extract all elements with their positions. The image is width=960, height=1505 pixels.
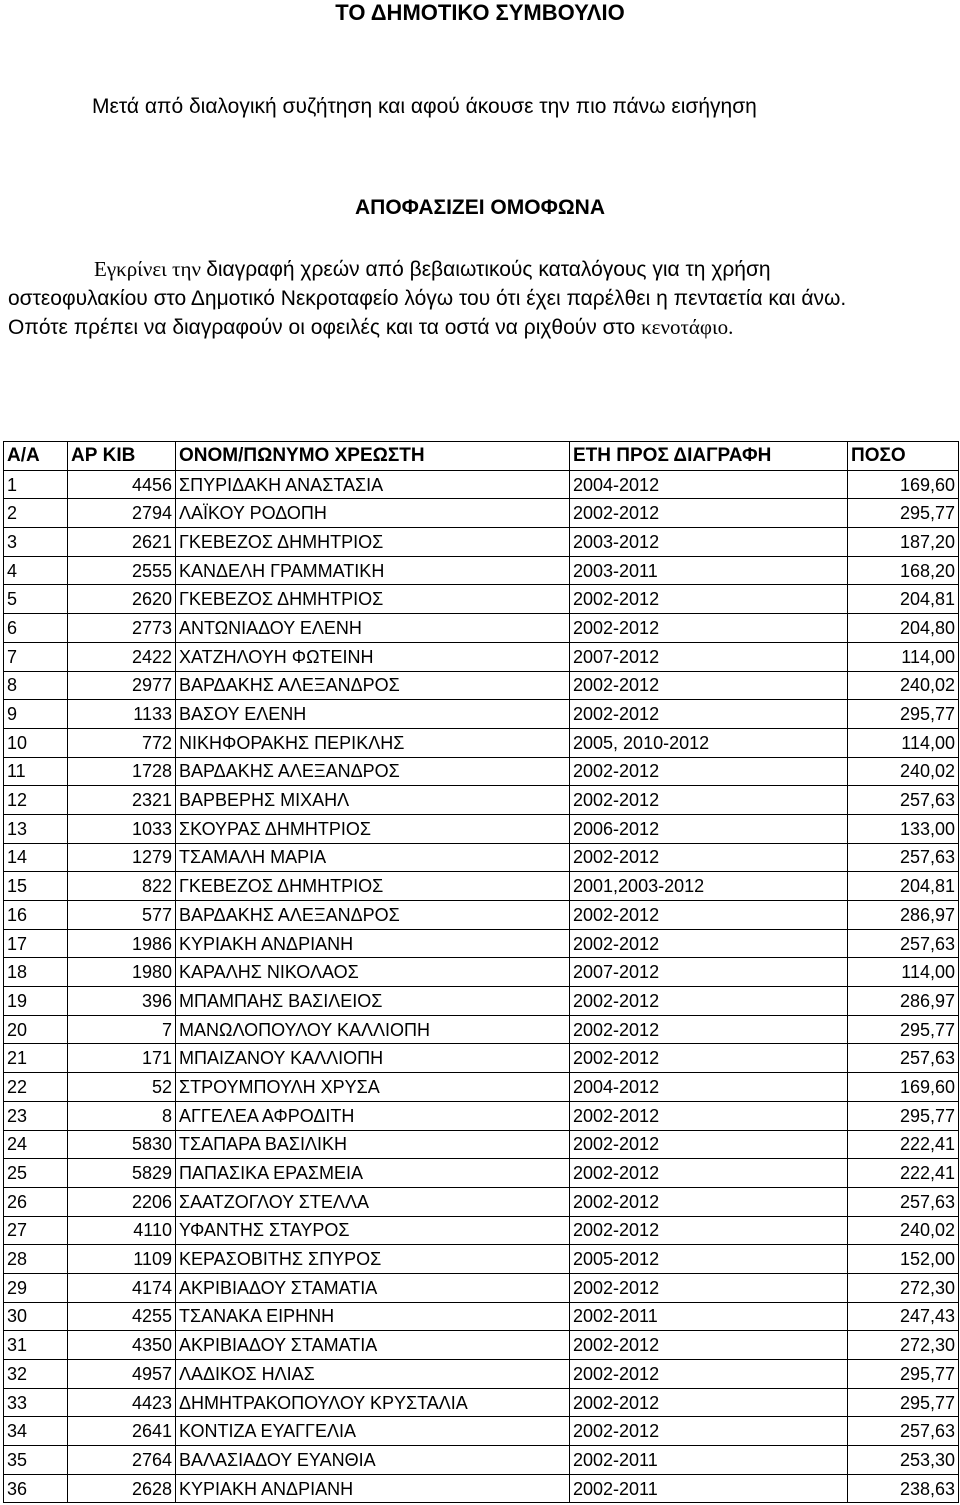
amount-cell: 295,77	[848, 700, 959, 729]
years-cell: 2002-2012	[570, 1101, 848, 1130]
years-cell: 2002-2012	[570, 700, 848, 729]
box-number-cell: 4423	[68, 1388, 176, 1417]
years-cell: 2002-2012	[570, 1388, 848, 1417]
debtor-name-cell: ΣΤΡΟΥΜΠΟΥΛΗ ΧΡΥΣΑ	[176, 1073, 570, 1102]
amount-cell: 257,63	[848, 1417, 959, 1446]
box-number-cell: 4350	[68, 1331, 176, 1360]
debtor-name-cell: ΤΣΑΜΑΛΗ ΜΑΡΙΑ	[176, 843, 570, 872]
table-row	[4, 1015, 959, 1044]
table-row	[4, 1130, 959, 1159]
row-index-cell: 31	[4, 1331, 68, 1360]
box-number-cell: 4174	[68, 1273, 176, 1302]
debtor-name-cell: ΥΦΑΝΤΗΣ ΣΤΑΥΡΟΣ	[176, 1216, 570, 1245]
row-index-cell: 4	[4, 556, 68, 585]
debtor-name-cell: ΒΑΛΑΣΙΑΔΟΥ ΕΥΑΝΘΙΑ	[176, 1446, 570, 1475]
box-number-cell: 2621	[68, 528, 176, 557]
years-cell: 2002-2012	[570, 671, 848, 700]
box-number-cell: 7	[68, 1015, 176, 1044]
table-row	[4, 1245, 959, 1274]
debtor-name-cell: ΒΑΡΔΑΚΗΣ ΑΛΕΞΑΝΔΡΟΣ	[176, 671, 570, 700]
row-index-cell: 18	[4, 958, 68, 987]
table-row	[4, 642, 959, 671]
decision-heading: ΑΠΟΦΑΣΙΖΕΙ ΟΜΟΦΩΝΑ	[354, 196, 605, 219]
box-number-cell: 1133	[68, 700, 176, 729]
years-cell: 2002-2012	[570, 585, 848, 614]
debtor-name-cell: ΚΑΝΔΕΛΗ ΓΡΑΜΜΑΤΙΚΗ	[176, 556, 570, 585]
debtor-name-cell: ΜΠΑΙΖΑΝΟΥ ΚΑΛΛΙΟΠΗ	[176, 1044, 570, 1073]
debtor-name-cell: ΓΚΕΒΕΖΟΣ ΔΗΜΗΤΡΙΟΣ	[176, 872, 570, 901]
amount-cell: 169,60	[848, 470, 959, 499]
debtor-name-cell: ΒΑΡΔΑΚΗΣ ΑΛΕΞΑΝΔΡΟΣ	[176, 901, 570, 930]
row-index-cell: 35	[4, 1446, 68, 1475]
debtor-name-cell: ΑΝΤΩΝΙΑΔΟΥ ΕΛΕΝΗ	[176, 614, 570, 643]
years-cell: 2005, 2010-2012	[570, 728, 848, 757]
table-header-row	[4, 442, 959, 471]
years-cell: 2002-2012	[570, 786, 848, 815]
debtor-name-cell: ΛΑΪΚΟΥ ΡΟΔΟΠΗ	[176, 499, 570, 528]
row-index-cell: 23	[4, 1101, 68, 1130]
row-index-cell: 22	[4, 1073, 68, 1102]
row-index-cell: 15	[4, 872, 68, 901]
row-index-cell: 24	[4, 1130, 68, 1159]
years-cell: 2004-2012	[570, 1073, 848, 1102]
box-number-cell: 4957	[68, 1360, 176, 1389]
years-cell: 2002-2012	[570, 1331, 848, 1360]
debtor-name-cell: ΚΕΡΑΣΟΒΙΤΗΣ ΣΠΥΡΟΣ	[176, 1245, 570, 1274]
box-number-cell: 5829	[68, 1159, 176, 1188]
box-number-cell: 2764	[68, 1446, 176, 1475]
debtor-name-cell: ΤΣΑΠΑΡΑ ΒΑΣΙΛΙΚΗ	[176, 1130, 570, 1159]
years-cell: 2002-2012	[570, 1360, 848, 1389]
debtor-name-cell: ΔΗΜΗΤΡΑΚΟΠΟΥΛΟΥ ΚΡΥΣΤΑΛΙΑ	[176, 1388, 570, 1417]
table-row	[4, 1446, 959, 1475]
row-index-cell: 34	[4, 1417, 68, 1446]
row-index-cell: 17	[4, 929, 68, 958]
years-cell: 2002-2012	[570, 499, 848, 528]
table-row	[4, 872, 959, 901]
amount-cell: 187,20	[848, 528, 959, 557]
council-title: ΤΟ ΔΗΜΟΤΙΚΟ ΣΥΜΒΟΥΛΙΟ	[335, 0, 625, 25]
row-index-cell: 13	[4, 814, 68, 843]
debtor-name-cell: ΣΠΥΡΙΔΑΚΗ ΑΝΑΣΤΑΣΙΑ	[176, 470, 570, 499]
intro-text: Μετά από διαλογική συζήτηση και αφού άκουσε την πιο πάνω εισήγηση	[92, 95, 757, 118]
years-cell: 2003-2011	[570, 556, 848, 585]
debtor-name-cell: ΑΚΡΙΒΙΑΔΟΥ ΣΤΑΜΑΤΙΑ	[176, 1273, 570, 1302]
years-cell: 2002-2012	[570, 1273, 848, 1302]
debtor-name-cell: ΒΑΡΔΑΚΗΣ ΑΛΕΞΑΝΔΡΟΣ	[176, 757, 570, 786]
box-number-cell: 2555	[68, 556, 176, 585]
table-row	[4, 901, 959, 930]
debtor-name-cell: ΤΣΑΝΑΚΑ ΕΙΡΗΝΗ	[176, 1302, 570, 1331]
years-cell: 2002-2012	[570, 987, 848, 1016]
years-cell: 2002-2011	[570, 1302, 848, 1331]
years-cell: 2002-2011	[570, 1446, 848, 1475]
table-row	[4, 1474, 959, 1503]
row-index-cell: 27	[4, 1216, 68, 1245]
body-line-3-main: Οπότε πρέπει να διαγραφούν οι οφειλές και τα οστά να ριχθούν στο	[8, 316, 642, 339]
debtor-name-cell: ΝΙΚΗΦΟΡΑΚΗΣ ΠΕΡΙΚΛΗΣ	[176, 728, 570, 757]
table-row	[4, 757, 959, 786]
amount-cell: 257,63	[848, 1187, 959, 1216]
debt-table	[3, 441, 959, 1503]
amount-cell: 222,41	[848, 1159, 959, 1188]
amount-cell: 295,77	[848, 1015, 959, 1044]
table-row	[4, 1101, 959, 1130]
debtor-name-cell: ΚΑΡΑΛΗΣ ΝΙΚΟΛΑΟΣ	[176, 958, 570, 987]
table-row	[4, 1044, 959, 1073]
debtor-name-cell: ΣΚΟΥΡΑΣ ΔΗΜΗΤΡΙΟΣ	[176, 814, 570, 843]
amount-cell: 114,00	[848, 642, 959, 671]
body-line-1-rest: διαγραφή χρεών από βεβαιωτικούς καταλόγους για τη χρήση	[206, 258, 771, 281]
years-cell: 2003-2012	[570, 528, 848, 557]
box-number-cell: 4456	[68, 470, 176, 499]
amount-cell: 295,77	[848, 1360, 959, 1389]
table-row	[4, 1073, 959, 1102]
row-index-cell: 5	[4, 585, 68, 614]
table-row	[4, 728, 959, 757]
table-row	[4, 1216, 959, 1245]
table-row	[4, 499, 959, 528]
amount-cell: 114,00	[848, 728, 959, 757]
amount-cell: 238,63	[848, 1474, 959, 1503]
box-number-cell: 1986	[68, 929, 176, 958]
row-index-cell: 32	[4, 1360, 68, 1389]
box-number-cell: 171	[68, 1044, 176, 1073]
debtor-name-cell: ΧΑΤΖΗΛΟΥΗ ΦΩΤΕΙΝΗ	[176, 642, 570, 671]
header-amount: ΠΟΣΟ	[848, 442, 959, 471]
row-index-cell: 26	[4, 1187, 68, 1216]
years-cell: 2001,2003-2012	[570, 872, 848, 901]
row-index-cell: 29	[4, 1273, 68, 1302]
amount-cell: 295,77	[848, 499, 959, 528]
years-cell: 2002-2012	[570, 614, 848, 643]
box-number-cell: 2620	[68, 585, 176, 614]
years-cell: 2002-2012	[570, 1417, 848, 1446]
row-index-cell: 21	[4, 1044, 68, 1073]
row-index-cell: 10	[4, 728, 68, 757]
amount-cell: 240,02	[848, 1216, 959, 1245]
amount-cell: 168,20	[848, 556, 959, 585]
amount-cell: 204,81	[848, 872, 959, 901]
debtor-name-cell: ΒΑΡΒΕΡΗΣ ΜΙΧΑΗΛ	[176, 786, 570, 815]
row-index-cell: 3	[4, 528, 68, 557]
table-row	[4, 1159, 959, 1188]
amount-cell: 240,02	[848, 757, 959, 786]
years-cell: 2002-2012	[570, 929, 848, 958]
amount-cell: 253,30	[848, 1446, 959, 1475]
amount-cell: 257,63	[848, 1044, 959, 1073]
box-number-cell: 2794	[68, 499, 176, 528]
table-body	[4, 470, 959, 1503]
box-number-cell: 1279	[68, 843, 176, 872]
table-row	[4, 470, 959, 499]
amount-cell: 257,63	[848, 786, 959, 815]
table-row	[4, 786, 959, 815]
table-row	[4, 1187, 959, 1216]
row-index-cell: 6	[4, 614, 68, 643]
amount-cell: 286,97	[848, 901, 959, 930]
box-number-cell: 2628	[68, 1474, 176, 1503]
box-number-cell: 5830	[68, 1130, 176, 1159]
debtor-name-cell: ΓΚΕΒΕΖΟΣ ΔΗΜΗΤΡΙΟΣ	[176, 585, 570, 614]
amount-cell: 114,00	[848, 958, 959, 987]
table-row	[4, 528, 959, 557]
table-row	[4, 671, 959, 700]
row-index-cell: 2	[4, 499, 68, 528]
amount-cell: 257,63	[848, 843, 959, 872]
amount-cell: 272,30	[848, 1273, 959, 1302]
decision-body	[8, 255, 948, 342]
row-index-cell: 8	[4, 671, 68, 700]
years-cell: 2006-2012	[570, 814, 848, 843]
row-index-cell: 7	[4, 642, 68, 671]
years-cell: 2002-2011	[570, 1474, 848, 1503]
debtor-name-cell: ΜΠΑΜΠΑΗΣ ΒΑΣΙΛΕΙΟΣ	[176, 987, 570, 1016]
table-row	[4, 929, 959, 958]
header-years: ΕΤΗ ΠΡΟΣ ΔΙΑΓΡΑΦΗ	[570, 442, 848, 471]
debtor-name-cell: ΣΑΑΤΖΟΓΛΟΥ ΣΤΕΛΛΑ	[176, 1187, 570, 1216]
years-cell: 2004-2012	[570, 470, 848, 499]
debtor-name-cell: ΓΚΕΒΕΖΟΣ ΔΗΜΗΤΡΙΟΣ	[176, 528, 570, 557]
box-number-cell: 2773	[68, 614, 176, 643]
amount-cell: 257,63	[848, 929, 959, 958]
table-row	[4, 614, 959, 643]
body-line-1-serif: Εγκρίνει την	[94, 257, 207, 281]
box-number-cell: 2206	[68, 1187, 176, 1216]
table-row	[4, 1388, 959, 1417]
debtor-name-cell: ΚΥΡΙΑΚΗ ΑΝΔΡΙΑΝΗ	[176, 1474, 570, 1503]
row-index-cell: 16	[4, 901, 68, 930]
box-number-cell: 2977	[68, 671, 176, 700]
box-number-cell: 1980	[68, 958, 176, 987]
amount-cell: 240,02	[848, 671, 959, 700]
header-debtor-name: ΟΝΟΜ/ΠΩΝΥΜΟ ΧΡΕΩΣΤΗ	[176, 442, 570, 471]
row-index-cell: 36	[4, 1474, 68, 1503]
debtor-name-cell: ΑΚΡΙΒΙΑΔΟΥ ΣΤΑΜΑΤΙΑ	[176, 1331, 570, 1360]
table-row	[4, 987, 959, 1016]
row-index-cell: 20	[4, 1015, 68, 1044]
years-cell: 2002-2012	[570, 1130, 848, 1159]
years-cell: 2007-2012	[570, 642, 848, 671]
box-number-cell: 1728	[68, 757, 176, 786]
table-row	[4, 1302, 959, 1331]
box-number-cell: 2641	[68, 1417, 176, 1446]
row-index-cell: 11	[4, 757, 68, 786]
amount-cell: 272,30	[848, 1331, 959, 1360]
header-aa: Α/Α	[4, 442, 68, 471]
debtor-name-cell: ΜΑΝΩΛΟΠΟΥΛΟΥ ΚΑΛΛΙΟΠΗ	[176, 1015, 570, 1044]
box-number-cell: 1109	[68, 1245, 176, 1274]
debtor-name-cell: ΚΥΡΙΑΚΗ ΑΝΔΡΙΑΝΗ	[176, 929, 570, 958]
years-cell: 2002-2012	[570, 901, 848, 930]
amount-cell: 247,43	[848, 1302, 959, 1331]
amount-cell: 295,77	[848, 1101, 959, 1130]
amount-cell: 286,97	[848, 987, 959, 1016]
table-row	[4, 700, 959, 729]
debtor-name-cell: ΠΑΠΑΣΙΚΑ ΕΡΑΣΜΕΙΑ	[176, 1159, 570, 1188]
table-row	[4, 556, 959, 585]
amount-cell: 204,81	[848, 585, 959, 614]
body-line-3	[8, 313, 948, 342]
table-row	[4, 1273, 959, 1302]
box-number-cell: 822	[68, 872, 176, 901]
table-row	[4, 814, 959, 843]
header-box-number: ΑΡ ΚΙΒ	[68, 442, 176, 471]
table-row	[4, 1331, 959, 1360]
row-index-cell: 1	[4, 470, 68, 499]
body-line-1	[8, 255, 948, 284]
table-row	[4, 1360, 959, 1389]
years-cell: 2002-2012	[570, 1044, 848, 1073]
box-number-cell: 2422	[68, 642, 176, 671]
amount-cell: 169,60	[848, 1073, 959, 1102]
years-cell: 2002-2012	[570, 843, 848, 872]
debtor-name-cell: ΑΓΓΕΛΕΑ ΑΦΡΟΔΙΤΗ	[176, 1101, 570, 1130]
body-line-3-serif: κενοτάφιο.	[641, 315, 734, 339]
table-row	[4, 843, 959, 872]
amount-cell: 204,80	[848, 614, 959, 643]
table-row	[4, 1417, 959, 1446]
table-row	[4, 585, 959, 614]
box-number-cell: 772	[68, 728, 176, 757]
debtor-name-cell: ΒΑΣΟΥ ΕΛΕΝΗ	[176, 700, 570, 729]
row-index-cell: 9	[4, 700, 68, 729]
table-row	[4, 958, 959, 987]
debtor-name-cell: ΛΑΔΙΚΟΣ ΗΛΙΑΣ	[176, 1360, 570, 1389]
years-cell: 2002-2012	[570, 1216, 848, 1245]
amount-cell: 133,00	[848, 814, 959, 843]
box-number-cell: 396	[68, 987, 176, 1016]
row-index-cell: 19	[4, 987, 68, 1016]
box-number-cell: 577	[68, 901, 176, 930]
box-number-cell: 8	[68, 1101, 176, 1130]
row-index-cell: 30	[4, 1302, 68, 1331]
box-number-cell: 52	[68, 1073, 176, 1102]
years-cell: 2002-2012	[570, 1159, 848, 1188]
years-cell: 2007-2012	[570, 958, 848, 987]
amount-cell: 152,00	[848, 1245, 959, 1274]
box-number-cell: 4255	[68, 1302, 176, 1331]
debtor-name-cell: ΚΟΝΤΙΖΑ ΕΥΑΓΓΕΛΙΑ	[176, 1417, 570, 1446]
box-number-cell: 1033	[68, 814, 176, 843]
row-index-cell: 33	[4, 1388, 68, 1417]
years-cell: 2002-2012	[570, 1187, 848, 1216]
years-cell: 2002-2012	[570, 757, 848, 786]
amount-cell: 295,77	[848, 1388, 959, 1417]
row-index-cell: 25	[4, 1159, 68, 1188]
row-index-cell: 12	[4, 786, 68, 815]
years-cell: 2002-2012	[570, 1015, 848, 1044]
years-cell: 2005-2012	[570, 1245, 848, 1274]
box-number-cell: 2321	[68, 786, 176, 815]
amount-cell: 222,41	[848, 1130, 959, 1159]
row-index-cell: 28	[4, 1245, 68, 1274]
body-line-2: οστεοφυλακίου στο Δημοτικό Νεκροταφείο λόγω του ότι έχει παρέλθει η πενταετία και άνω.	[8, 287, 847, 310]
box-number-cell: 4110	[68, 1216, 176, 1245]
row-index-cell: 14	[4, 843, 68, 872]
